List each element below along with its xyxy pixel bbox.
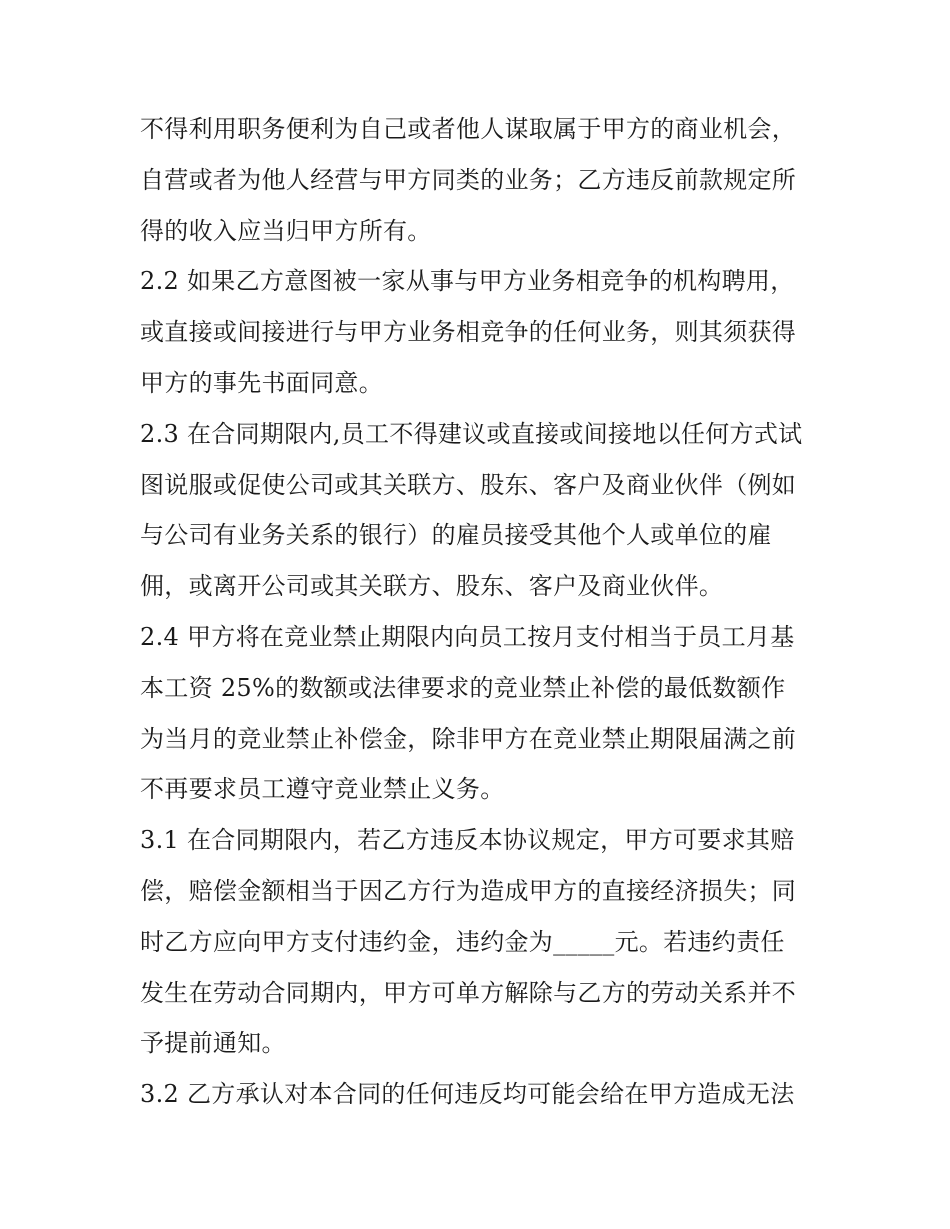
text-line: 时乙方应向甲方支付违约金，违约金为_____元。若违约责任 (140, 927, 785, 956)
text-line: 不再要求员工遵守竞业禁止义务。 (140, 775, 505, 804)
text-line: 或直接或间接进行与甲方业务相竞争的任何业务，则其须获得 (140, 318, 797, 347)
clause-2-3: 2.3 在合同期限内,员工不得建议或直接或间接地以任何方式试 (140, 419, 803, 448)
clause-3-1: 3.1 在合同期限内，若乙方违反本协议规定，甲方可要求其赔 (140, 826, 795, 855)
text-line: 为当月的竞业禁止补偿金，除非甲方在竞业禁止期限届满之前 (140, 724, 797, 753)
text-line: 不得利用职务便利为自己或者他人谋取属于甲方的商业机会， (140, 115, 797, 143)
text-line: 图说服或促使公司或其关联方、股东、客户及商业伙伴（例如 (140, 470, 797, 499)
clause-2-4: 2.4 甲方将在竞业禁止期限内向员工按月支付相当于员工月基 (140, 622, 795, 651)
text-line: 偿，赔偿金额相当于因乙方行为造成甲方的直接经济损失；同 (140, 876, 797, 905)
text-line: 得的收入应当归甲方所有。 (140, 216, 432, 245)
document-body (140, 104, 820, 1120)
text-line: 甲方的事先书面同意。 (140, 368, 383, 397)
text-line: 予提前通知。 (140, 1029, 286, 1058)
text-line: 发生在劳动合同期内，甲方可单方解除与乙方的劳动关系并不 (140, 978, 797, 1007)
text-line: 本工资 25%的数额或法律要求的竞业禁止补偿的最低数额作 (140, 673, 786, 702)
clause-3-2: 3.2 乙方承认对本合同的任何违反均可能会给在甲方造成无法 (140, 1080, 795, 1109)
text-line: 自营或者为他人经营与甲方同类的业务；乙方违反前款规定所 (140, 165, 797, 194)
text-line: 与公司有业务关系的银行）的雇员接受其他个人或单位的雇 (140, 521, 772, 550)
text-line: 佣，或离开公司或其关联方、股东、客户及商业伙伴。 (140, 572, 724, 601)
clause-2-2: 2.2 如果乙方意图被一家从事与甲方业务相竞争的机构聘用， (140, 267, 795, 296)
